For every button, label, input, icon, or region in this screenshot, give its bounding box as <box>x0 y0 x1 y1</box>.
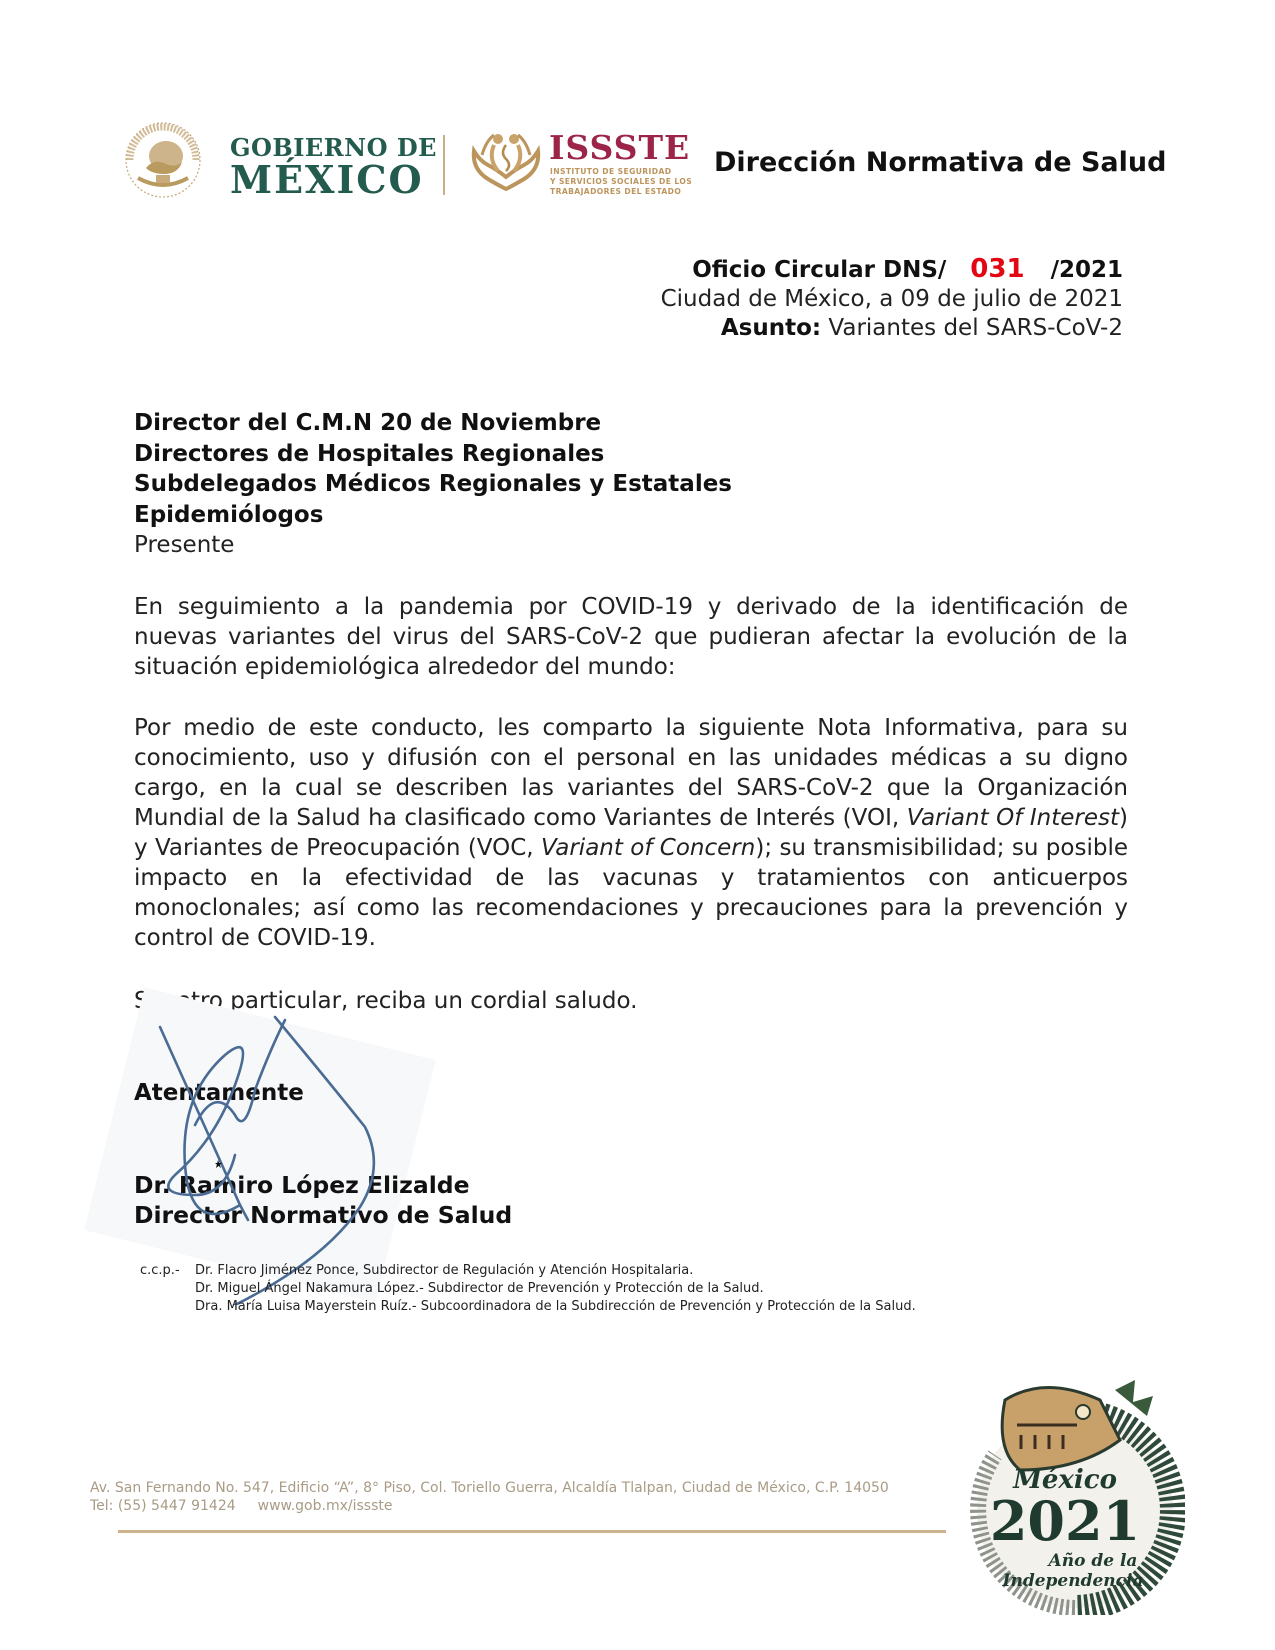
subject-line <box>721 313 1123 343</box>
gobierno-de-mexico-logo-line2: MÉXICO <box>230 157 424 202</box>
closing-line: Sin otro particular, reciba un cordial saludo. <box>134 988 638 1014</box>
circular-prefix: Oficio Circular DNS/ <box>692 257 947 283</box>
ccp-label: c.c.p.- <box>140 1263 180 1278</box>
gobierno-de-mexico-logo-line1: GOBIERNO DE <box>230 133 437 162</box>
ccp-line <box>140 1298 916 1316</box>
paragraph-text: Por medio de este conducto, les comparto la siguiente Nota Informativa, para su conocimiento, uso y difusión con el personal en las unidades médicas a su digno cargo, en la cual se describen las variantes del SARS-CoV-2 que la Organización Mundial de la Salud ha clasificado como Variantes de Interés (VOI, <box>134 715 1128 831</box>
paragraph-italic-voi: Variant Of Interest <box>906 805 1120 831</box>
body-paragraph-1: En seguimiento a la pandemia por COVID-19 y derivado de la identificación de nuevas variantes del virus del SARS-CoV-2 que pudieran afectar la evolución de la situación epidemiológica alrededor del mundo: <box>134 594 1128 680</box>
carbon-copy-block <box>140 1262 916 1316</box>
badge-line-mexico: México <box>1013 1465 1117 1495</box>
issste-logo-subtitle <box>550 167 692 197</box>
footer-phone: Tel: (55) 5447 91424 <box>90 1498 236 1514</box>
department-title: Dirección Normativa de Salud <box>714 147 1167 178</box>
issste-subtitle-line: INSTITUTO DE SEGURIDAD <box>550 167 672 176</box>
paragraph-italic-voc: Variant of Concern <box>540 835 756 861</box>
signer-title: Director Normativo de Salud <box>134 1201 513 1229</box>
circular-year: /2021 <box>1050 257 1123 283</box>
addressee-line: Subdelegados Médicos Regionales y Estatales <box>134 471 732 497</box>
handwritten-signature-icon <box>140 1005 400 1305</box>
badge-line-year: 2021 <box>989 1489 1141 1553</box>
paragraph-text: ); su transmisibilidad; su posible impacto en la efectividad de las vacunas y tratamientos con anticuerpos monoclonales; así como las recomendaciones y precauciones para la prevención y control de COVID-19. <box>134 835 1128 951</box>
footer-address: Av. San Fernando No. 547, Edificio “A”, 8° Piso, Col. Toriello Guerra, Alcaldía Tlalpan, Ciudad de México, C.P. 14050 <box>90 1480 889 1496</box>
issste-logo-wordmark: ISSSTE <box>549 128 691 167</box>
badge-line-ano: Año de la <box>1048 1551 1138 1571</box>
mexico-coat-of-arms-seal-icon <box>116 120 210 200</box>
paragraph-text: ) y Variantes de Preocupación (VOC, <box>134 805 1128 861</box>
footer-contact <box>90 1479 889 1515</box>
footer-contact-line <box>90 1497 889 1515</box>
subject-label: Asunto: <box>720 315 822 341</box>
ccp-recipient: Dr. Flacro Jiménez Ponce, Subdirector de Regulación y Atención Hospitalaria. <box>195 1263 694 1278</box>
ccp-line <box>140 1280 916 1298</box>
presente-label: Presente <box>134 532 235 558</box>
footer-website-link[interactable]: www.gob.mx/issste <box>257 1498 393 1514</box>
addressee-block <box>134 408 732 561</box>
signer-name: Dr. Ramiro López Elizalde <box>134 1171 470 1199</box>
body-paragraph-2 <box>134 713 1128 953</box>
badge-line-independencia: Independencia <box>1002 1571 1144 1591</box>
ccp-line <box>140 1262 916 1280</box>
logo-divider <box>443 135 445 195</box>
valediction: Atentamente <box>134 1080 304 1106</box>
mexico-2021-independence-badge <box>965 1380 1185 1615</box>
ccp-recipient: Dr. Miguel Ángel Nakamura López.- Subdirector de Prevención y Protección de la Salud. <box>195 1281 764 1296</box>
footer-rule <box>118 1530 946 1533</box>
place-date: Ciudad de México, a 09 de julio de 2021 <box>660 286 1123 312</box>
issste-hands-family-icon <box>470 129 542 191</box>
addressee-line: Director del C.M.N 20 de Noviembre <box>134 410 602 436</box>
addressee-line: Epidemiólogos <box>134 501 324 528</box>
subject-text: Variantes del SARS-CoV-2 <box>828 315 1123 341</box>
addressee-line: Directores de Hospitales Regionales <box>134 440 605 467</box>
issste-subtitle-line: Y SERVICIOS SOCIALES DE LOS <box>550 177 693 186</box>
issste-subtitle-line: TRABAJADORES DEL ESTADO <box>550 187 682 196</box>
ccp-recipient: Dra. María Luisa Mayerstein Ruíz.- Subcoordinadora de la Subdirección de Prevención y Protección de la Salud. <box>195 1299 916 1314</box>
circular-number-line <box>692 254 1123 285</box>
circular-number: 031 <box>970 254 1025 284</box>
